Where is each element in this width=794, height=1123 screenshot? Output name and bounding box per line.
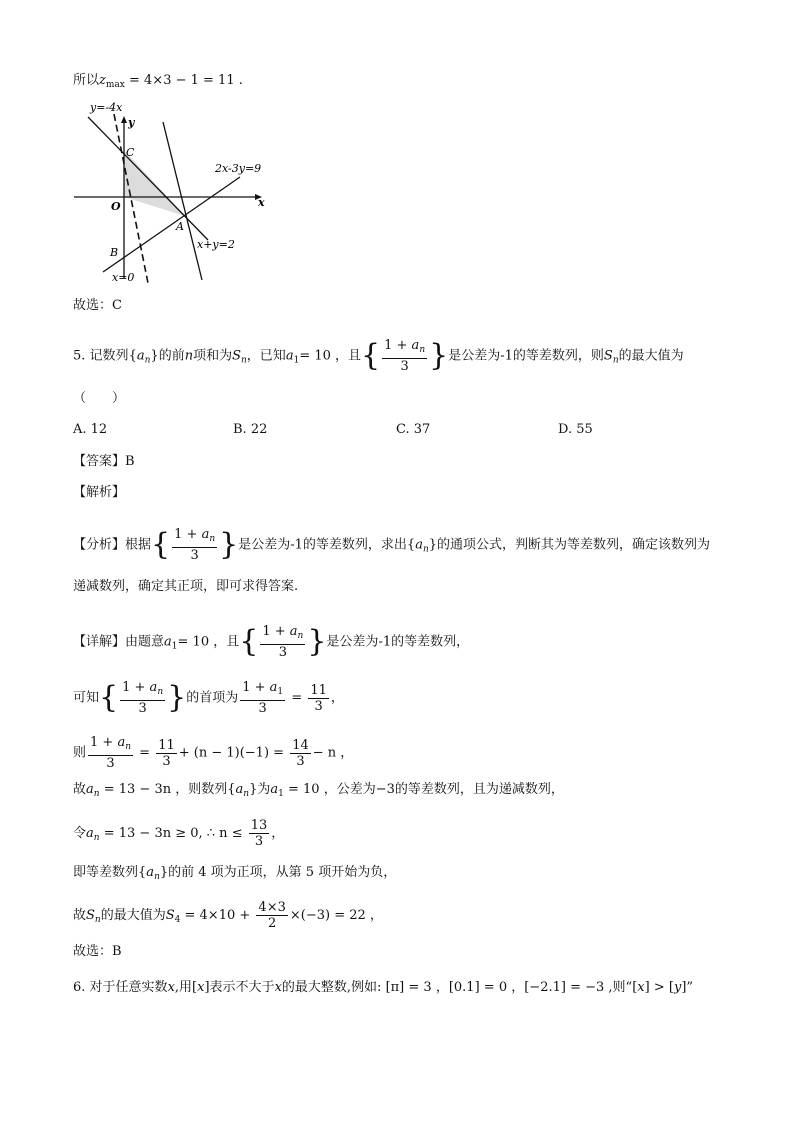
text: 的首项为 bbox=[186, 690, 239, 706]
label-y-neg4x: y=-4x bbox=[90, 101, 123, 114]
text: 是公差为 bbox=[326, 634, 379, 650]
text: = 4×10 + bbox=[184, 908, 251, 923]
text: 项和为 bbox=[193, 348, 233, 364]
text: 的前 bbox=[158, 348, 185, 364]
label-2x-3y: 2x-3y=9 bbox=[215, 162, 262, 175]
question-number: 6. bbox=[73, 980, 86, 995]
text: 的最大值为 bbox=[618, 348, 684, 364]
y-axis-arrow bbox=[121, 116, 127, 123]
choice-line-2: 故选：B bbox=[73, 944, 122, 959]
label-x: x bbox=[258, 196, 265, 209]
label-O: O bbox=[111, 200, 121, 213]
text: 表示不大于 bbox=[209, 980, 275, 995]
text: 的最大值为 bbox=[100, 908, 166, 923]
text: ，已知 bbox=[246, 348, 286, 364]
fenxi-tag: 【分析】 bbox=[73, 537, 126, 553]
label-x-eq-0: x=0 bbox=[112, 271, 135, 284]
text: = 13 − 3n ，则数列 bbox=[103, 782, 228, 797]
result-line: 所以$z_{max} = 4\times 3 - 1 = 11$ . bbox=[73, 73, 243, 90]
detail-tag: 【详解】 bbox=[73, 634, 126, 650]
text: 即等差数列 bbox=[73, 865, 139, 880]
text: = 10 ，公差为 bbox=[288, 782, 376, 797]
analysis-tag: 【解析】 bbox=[73, 485, 126, 500]
text: + (n − 1)(−1) = bbox=[178, 745, 285, 761]
text: 的等差数列， bbox=[391, 634, 470, 650]
text: = 0 ， bbox=[483, 980, 525, 995]
text: = 13 − 3n ≥ 0, ∴ n ≤ bbox=[103, 826, 243, 841]
label-B: B bbox=[110, 246, 119, 259]
text: -1 bbox=[290, 537, 303, 553]
text: ” bbox=[686, 980, 694, 995]
text: 的等差数列，求出 bbox=[302, 537, 407, 553]
answer-line bbox=[73, 453, 135, 471]
option-b[interactable]: B. 22 bbox=[233, 422, 268, 437]
option-c[interactable]: C. 37 bbox=[396, 422, 431, 437]
option-a[interactable]: A. 12 bbox=[73, 422, 108, 437]
step-5: 即等差数列$\{a_n\}$的前 4 项为正项，从第 5 项开始为负， bbox=[73, 865, 397, 882]
fenxi-line: 【分析】根据 { $\frac{1 + a_n}{3}$ } 是公差为-1的等差数列，求出$\{a_n\}$的通项公式，判断其为等差数列，确定该数列为 bbox=[73, 527, 711, 563]
label-A: A bbox=[176, 220, 184, 233]
text: ×(−3) = 22 ， bbox=[289, 908, 383, 923]
text: 的最大整数,例如: bbox=[281, 980, 382, 995]
step-3: 故$a_n = 13 - 3n$ ，则数列$\{a_n\}$为$a_1 = 10$ ，公差为−3的等差数列，且为递减数列， bbox=[73, 782, 564, 799]
answer-value: B bbox=[125, 454, 135, 469]
text: 则 bbox=[73, 745, 87, 761]
text: 的通项公式，判断其为等差数列，确定该数列为 bbox=[437, 537, 711, 553]
question-paren: （ ） bbox=[73, 391, 126, 406]
text: ， bbox=[271, 826, 285, 841]
text: 是公差为 bbox=[448, 348, 501, 364]
text: 的等差数列，且为递减数列， bbox=[394, 782, 564, 797]
text: = 3 ， bbox=[408, 980, 449, 995]
option-d[interactable]: D. 55 bbox=[558, 422, 593, 437]
text: 对于任意实数 bbox=[89, 980, 168, 995]
text: -1 bbox=[500, 348, 513, 364]
step-6: 故$S_n$的最大值为$S_4 = 4\times 10$ + $\frac{4\times 3}{2}$ ×(−3) = 22 ， bbox=[73, 900, 383, 931]
text: 令 bbox=[73, 826, 87, 841]
text: 的前 4 项为正项，从第 5 项开始为负， bbox=[168, 865, 397, 880]
text: = 10 ，且 bbox=[177, 634, 240, 650]
text: = −3 ,则“ bbox=[570, 980, 633, 995]
detail-line: 【详解】由题意$a_1= 10$ ，且 { $\frac{1 + a_n}{3}$ } 是公差为-1的等差数列， bbox=[73, 624, 470, 660]
text: 为 bbox=[257, 782, 271, 797]
question-6: 6. 对于任意实数x,用[x]表示不大于x的最大整数,例如: [π] = 3 ，[0.1] = 0 ，[−2.1] = −3 ,则“[x] > [y]” bbox=[73, 980, 694, 995]
step-4: 令$a_n = 13 - 3n \ge 0$, ∴ n ≤ $\frac{13}{3}$ ， bbox=[73, 818, 285, 849]
text: − n ， bbox=[312, 745, 354, 761]
text: 记数列 bbox=[89, 348, 129, 364]
text: −3 bbox=[375, 782, 395, 797]
text: 所以 bbox=[73, 73, 100, 88]
fenxi-line-2: 递减数列，确定其正项，即可求得答案. bbox=[73, 579, 299, 594]
answer-tag: 【答案】 bbox=[73, 454, 126, 469]
choice-line: 故选：C bbox=[73, 298, 122, 313]
text: -1 bbox=[378, 634, 392, 650]
text: ,用 bbox=[174, 980, 193, 995]
feasible-region-graph bbox=[70, 100, 290, 285]
label-C: C bbox=[126, 146, 135, 159]
text: 的等差数列，则 bbox=[512, 348, 604, 364]
text: 可知 bbox=[73, 690, 100, 706]
text: 故 bbox=[73, 908, 87, 923]
step-2: 则 $\frac{1 + a_n}{3}$ = $\frac{11}{3}$ + (n − 1)(−1) = $\frac{14}{3}$ − n ， bbox=[73, 735, 354, 771]
text: 故 bbox=[73, 782, 87, 797]
question-5: 5. 记数列$\{a_n\}$的前n项和为$S_n$，已知$a_1= 10$ ，且 { $\frac{1 + a_n}{3}$ } 是公差为-1的等差数列，则$S_n$的最大值为 bbox=[73, 338, 684, 374]
label-x-plus-y: x+y=2 bbox=[197, 238, 235, 251]
text: = 10 ，且 bbox=[299, 348, 362, 364]
line-x-plus-y bbox=[88, 117, 208, 240]
text: 是公差为 bbox=[238, 537, 291, 553]
step-1: 可知 { $\frac{1 + a_n}{3}$ } 的首项为 $\frac{1 + a_1}{3}$ = $\frac{11}{3}$ ， bbox=[73, 680, 344, 716]
text: ， bbox=[330, 690, 344, 706]
label-y: y bbox=[128, 116, 135, 129]
text: 由题意 bbox=[125, 634, 165, 650]
text: 根据 bbox=[125, 537, 152, 553]
formula: = 4×3 − 1 = 11 . bbox=[129, 73, 243, 88]
question-number: 5. bbox=[73, 348, 86, 364]
